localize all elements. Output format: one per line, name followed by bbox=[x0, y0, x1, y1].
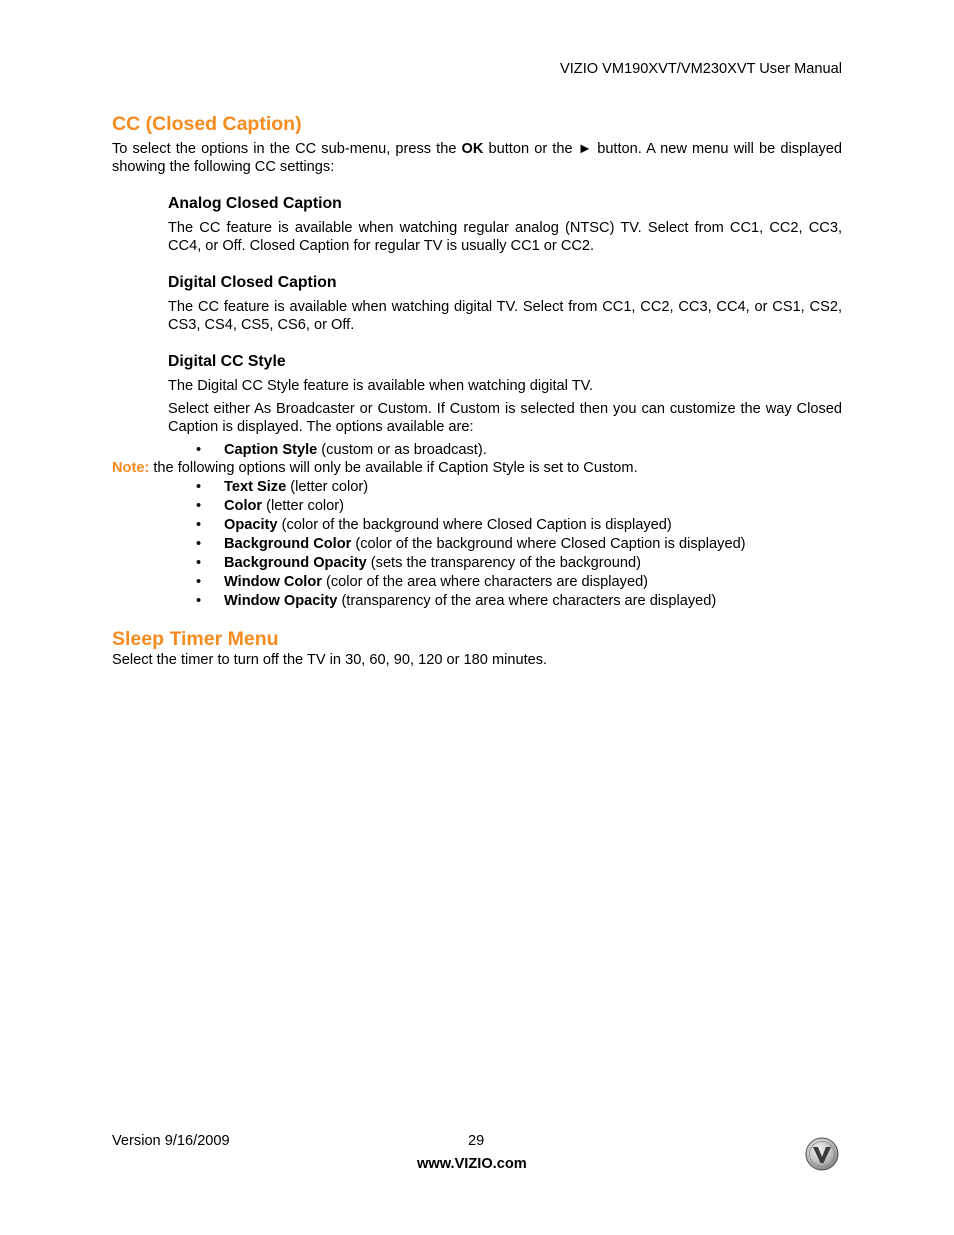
analog-cc-text: The CC feature is available when watching regular analog (NTSC) TV. Select from CC1, CC2, CC3, CC4, or Off. Closed Caption for regular TV is usually CC1 or CC2. bbox=[168, 220, 842, 254]
sleep-timer-heading: Sleep Timer Menu bbox=[112, 628, 279, 650]
cc-intro-before: To select the options in the CC sub-menu, press the bbox=[112, 141, 462, 157]
option-term: Caption Style bbox=[224, 442, 318, 458]
list-item bbox=[168, 592, 746, 611]
cc-intro-paragraph bbox=[112, 140, 842, 176]
note-line bbox=[112, 459, 638, 477]
option-term: Window Opacity bbox=[224, 593, 338, 609]
list-item bbox=[168, 573, 746, 592]
option-desc: (letter color) bbox=[262, 498, 345, 514]
bullet-icon: • bbox=[196, 536, 202, 552]
ok-button-label: OK bbox=[461, 141, 484, 157]
option-desc: (color of the area where characters are displayed) bbox=[321, 574, 649, 590]
custom-options-list bbox=[168, 478, 746, 611]
analog-cc-heading: Analog Closed Caption bbox=[168, 195, 342, 212]
option-desc: (letter color) bbox=[286, 479, 369, 495]
bullet-icon: • bbox=[196, 479, 202, 495]
option-desc: (custom or as broadcast). bbox=[317, 442, 487, 458]
option-desc: (sets the transparency of the background) bbox=[366, 555, 641, 571]
footer-url[interactable]: www.VIZIO.com bbox=[417, 1156, 527, 1172]
vizio-v-logo-icon bbox=[805, 1137, 839, 1171]
option-desc: (color of the background where Closed Caption is displayed) bbox=[351, 536, 746, 552]
sleep-timer-text: Select the timer to turn off the TV in 30, 60, 90, 120 or 180 minutes. bbox=[112, 652, 548, 668]
bullet-icon: • bbox=[196, 517, 202, 533]
list-item bbox=[168, 516, 746, 535]
list-item bbox=[168, 441, 487, 460]
bullet-icon: • bbox=[196, 442, 202, 458]
option-term: Background Color bbox=[224, 536, 352, 552]
list-item bbox=[168, 535, 746, 554]
option-term: Window Color bbox=[224, 574, 322, 590]
bullet-icon: • bbox=[196, 498, 202, 514]
bullet-icon: • bbox=[196, 574, 202, 590]
header-title: VIZIO VM190XVT/VM230XVT User Manual bbox=[560, 61, 842, 77]
caption-style-list bbox=[168, 441, 487, 460]
digital-cc-text: The CC feature is available when watching digital TV. Select from CC1, CC2, CC3, CC4, or CS1, CS2, CS3, CS4, CS5, CS6, or Off. bbox=[168, 299, 842, 333]
digital-cc-style-heading: Digital CC Style bbox=[168, 353, 286, 370]
cc-section-heading: CC (Closed Caption) bbox=[112, 113, 302, 135]
footer-page-number: 29 bbox=[468, 1133, 485, 1149]
cc-intro-after: button or the ► button. A new menu will be displayed showing the following CC settings: bbox=[112, 141, 842, 175]
note-label: Note: bbox=[112, 460, 150, 476]
list-item bbox=[168, 478, 746, 497]
option-term: Color bbox=[224, 498, 263, 514]
bullet-icon: • bbox=[196, 555, 202, 571]
digital-cc-heading: Digital Closed Caption bbox=[168, 274, 337, 291]
list-item bbox=[168, 497, 746, 516]
option-term: Opacity bbox=[224, 517, 278, 533]
digital-cc-style-text2: Select either As Broadcaster or Custom. If Custom is selected then you can customize the way Closed Caption is displayed. The options available are: bbox=[168, 401, 842, 435]
option-term: Background Opacity bbox=[224, 555, 367, 571]
option-desc: (transparency of the area where characters are displayed) bbox=[337, 593, 717, 609]
option-desc: (color of the background where Closed Caption is displayed) bbox=[277, 517, 672, 533]
bullet-icon: • bbox=[196, 593, 202, 609]
digital-cc-style-text1: The Digital CC Style feature is available when watching digital TV. bbox=[168, 378, 594, 394]
option-term: Text Size bbox=[224, 479, 287, 495]
footer-version: Version 9/16/2009 bbox=[112, 1133, 230, 1149]
note-text: the following options will only be available if Caption Style is set to Custom. bbox=[149, 460, 638, 476]
list-item bbox=[168, 554, 746, 573]
